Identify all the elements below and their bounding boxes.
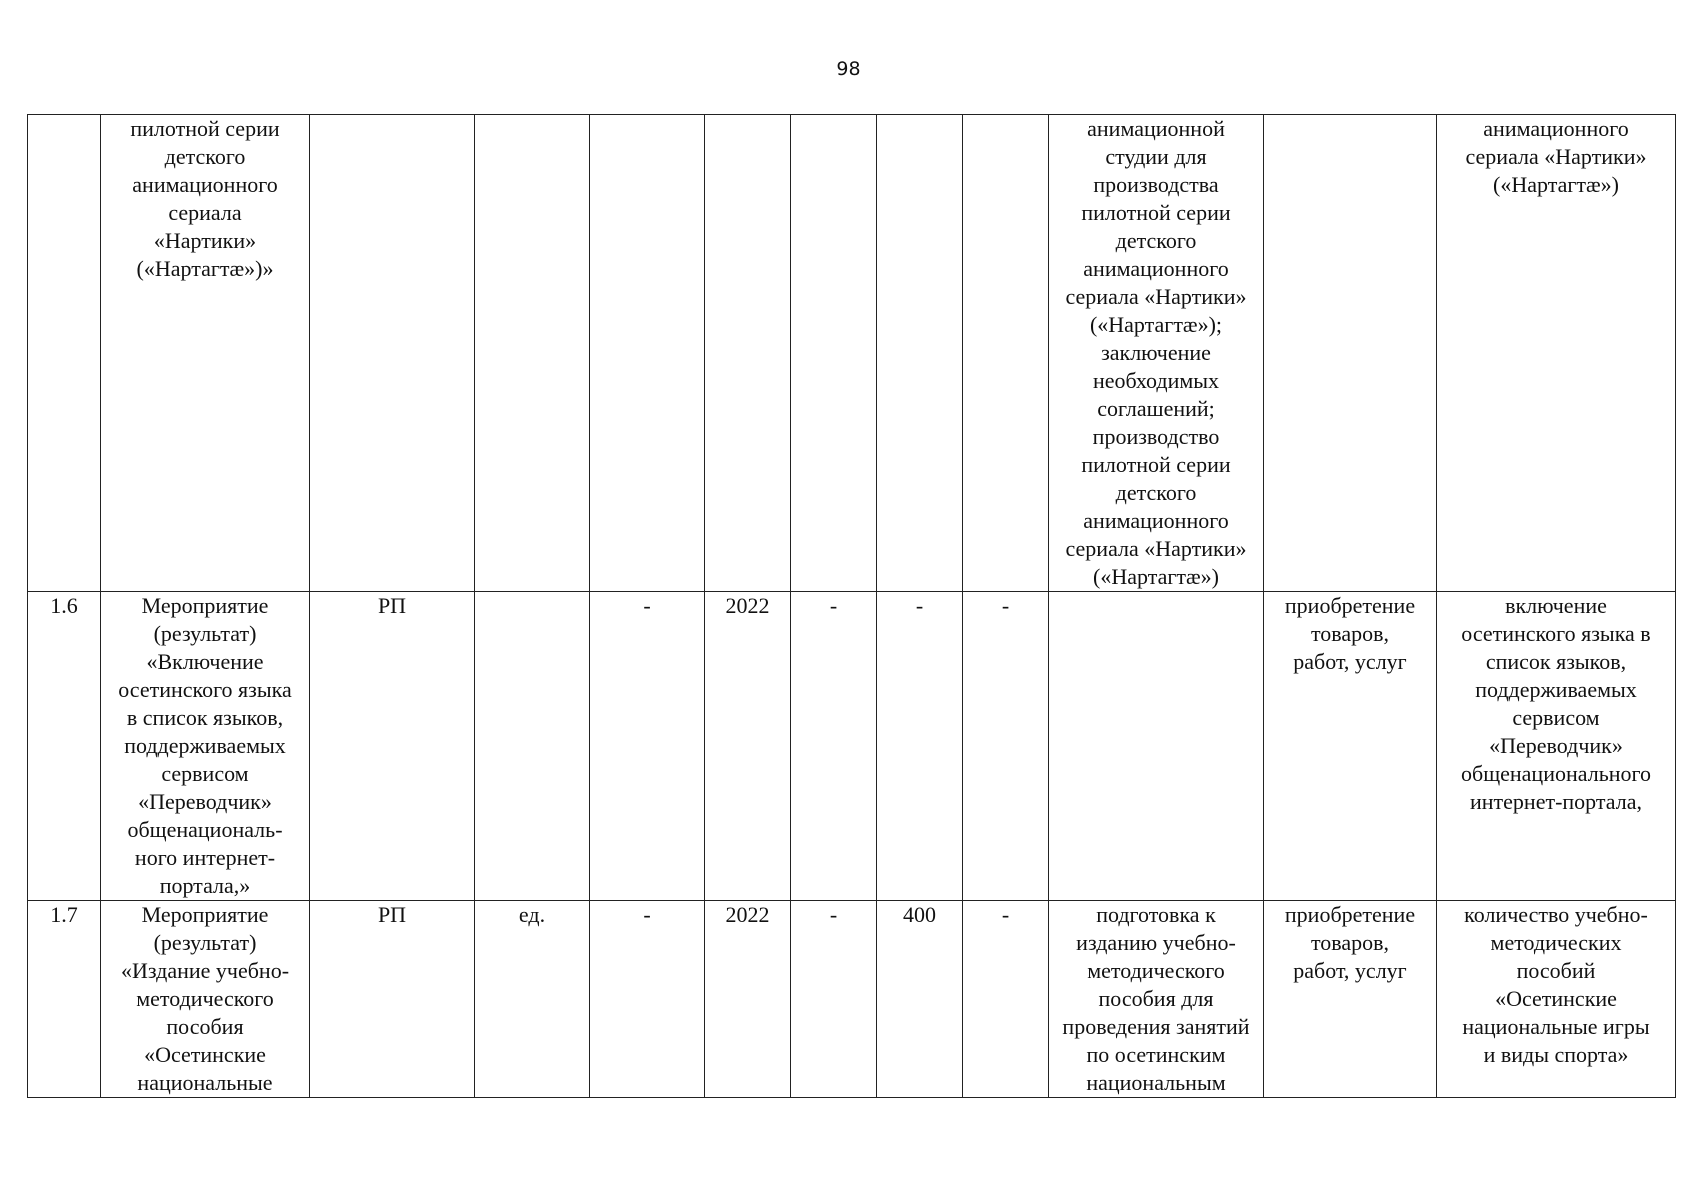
type-cell: РП (310, 901, 475, 1098)
type-cell (310, 115, 475, 592)
result-cell: анимационного сериала «Нартики» («Нартагтæ») (1437, 115, 1676, 592)
row-number-cell: 1.6 (28, 592, 101, 901)
kind-cell (1264, 115, 1437, 592)
table-row (28, 592, 1676, 901)
kind-cell: приобретение товаров, работ, услуг (1264, 901, 1437, 1098)
activity-name-cell: Мероприятие (результат) «Включение осетинского языка в список языков, поддерживаемых сервисом «Переводчик» общенациональ- ного интернет- портала,» (101, 592, 310, 901)
description-cell: анимационной студии для производства пилотной серии детского анимационного сериала «Нартики» («Нартагтæ»); заключение необходимых соглашений; производство пилотной серии детского анимационного сериала «Нартики» («Нартагтæ») (1049, 115, 1264, 592)
base-value-cell (590, 115, 705, 592)
value-cell-2: 400 (877, 901, 963, 1098)
value-cell-2 (877, 115, 963, 592)
result-cell: включение осетинского языка в список языков, поддерживаемых сервисом «Переводчик» общенационального интернет-портала, (1437, 592, 1676, 901)
value-cell-3: - (963, 901, 1049, 1098)
description-cell (1049, 592, 1264, 901)
year-cell: 2022 (705, 901, 791, 1098)
result-cell: количество учебно- методических пособий «Осетинские национальные игры и виды спорта» (1437, 901, 1676, 1098)
unit-cell: ед. (475, 901, 590, 1098)
unit-cell (475, 592, 590, 901)
activity-name-cell: Мероприятие (результат) «Издание учебно- методического пособия «Осетинские национальные (101, 901, 310, 1098)
value-cell-3 (963, 115, 1049, 592)
year-cell (705, 115, 791, 592)
value-cell-1 (791, 115, 877, 592)
base-value-cell: - (590, 901, 705, 1098)
activity-name-cell: пилотной серии детского анимационного сериала «Нартики» («Нартагтæ»)» (101, 115, 310, 592)
year-cell: 2022 (705, 592, 791, 901)
row-number-cell: 1.7 (28, 901, 101, 1098)
base-value-cell: - (590, 592, 705, 901)
table-row (28, 115, 1676, 592)
page-number: 98 (836, 58, 861, 80)
type-cell: РП (310, 592, 475, 901)
value-cell-1: - (791, 592, 877, 901)
value-cell-3: - (963, 592, 1049, 901)
value-cell-1: - (791, 901, 877, 1098)
description-cell: подготовка к изданию учебно- методического пособия для проведения занятий по осетинским национальным (1049, 901, 1264, 1098)
unit-cell (475, 115, 590, 592)
document-table (27, 114, 1676, 1098)
row-number-cell (28, 115, 101, 592)
value-cell-2: - (877, 592, 963, 901)
table-row (28, 901, 1676, 1098)
kind-cell: приобретение товаров, работ, услуг (1264, 592, 1437, 901)
